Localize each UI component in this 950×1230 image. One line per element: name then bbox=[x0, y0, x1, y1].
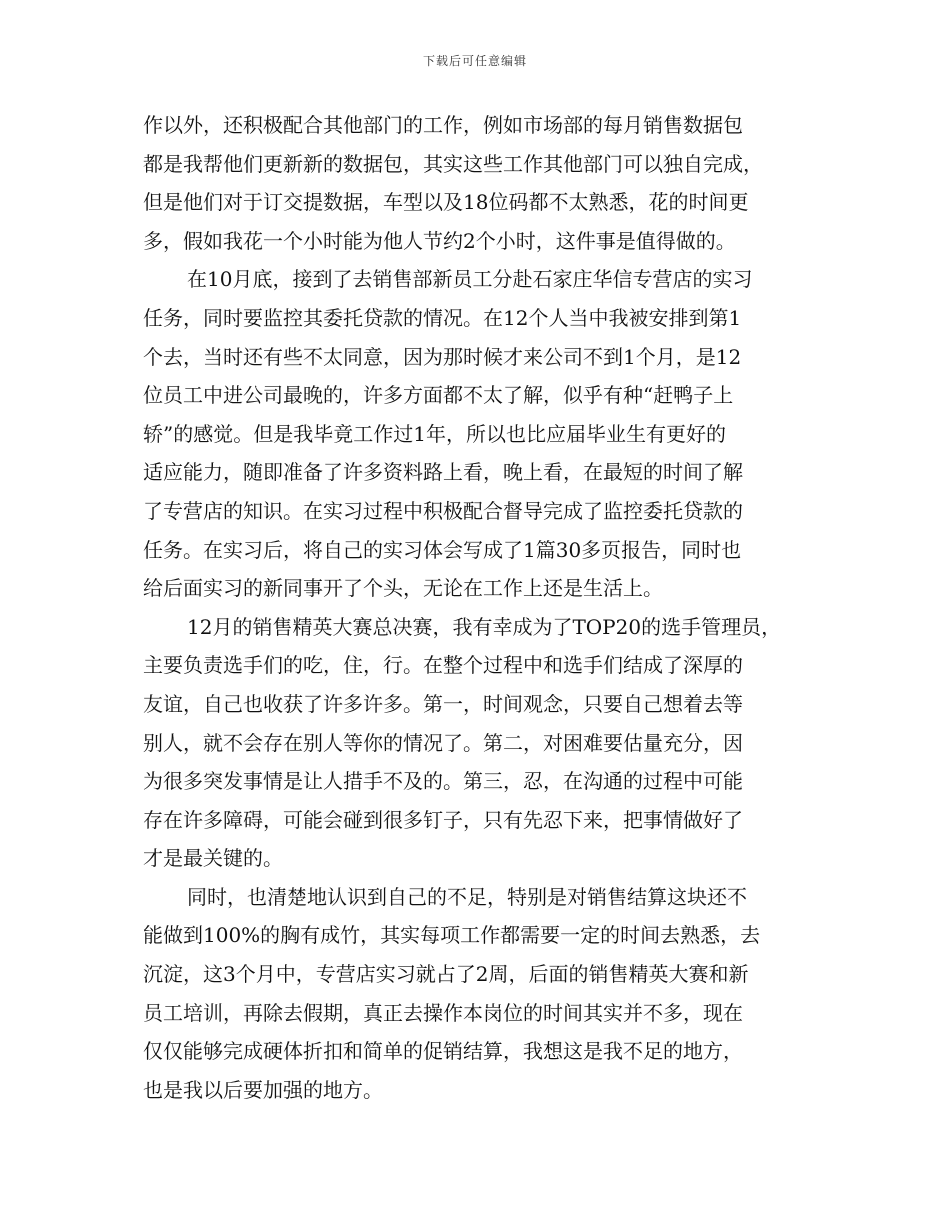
text-line: 作以外，还积极配合其他部门的工作，例如市场部的每月销售数据包 bbox=[143, 113, 743, 137]
text-line: 员工培训，再除去假期，真正去操作本岗位的时间其实并不多，现在 bbox=[143, 1000, 743, 1025]
text-line: 给后面实习的新同事开了个头，无论在工作上还是生活上。 bbox=[143, 576, 663, 601]
text-line: 仅仅能够完成硬体折扣和简单的促销结算，我想这是我不足的地方， bbox=[143, 1039, 743, 1064]
text-line: 轿”的感觉。但是我毕竟工作过1年，所以也比应届毕业生有更好的 bbox=[143, 421, 726, 446]
page-header: 下载后可任意编辑 bbox=[422, 54, 527, 68]
paragraph-first-line: 12月的销售精英大赛总决赛，我有幸成为了TOP20的选手管理员， bbox=[187, 614, 782, 639]
text-line: 个去，当时还有些不太同意，因为那时候才来公司不到1个月，是12 bbox=[143, 344, 742, 369]
paragraph-first-line: 同时，也清楚地认识到自己的不足，特别是对销售结算这块还不 bbox=[187, 884, 747, 909]
paragraph-first-line: 在10月底，接到了去销售部新员工分赴石家庄华信专营店的实习 bbox=[187, 267, 753, 292]
text-line: 为很多突发事情是让人措手不及的。第三，忍，在沟通的过程中可能 bbox=[143, 769, 743, 794]
text-line: 位员工中进公司最晚的，许多方面都不太了解，似乎有种“赶鸭子上 bbox=[143, 383, 734, 408]
text-line: 都是我帮他们更新新的数据包，其实这些工作其他部门可以独自完成， bbox=[143, 151, 763, 176]
text-line: 友谊，自己也收获了许多许多。第一，时间观念，只要自己想着去等 bbox=[143, 691, 743, 716]
text-line: 沉淀，这3个月中，专营店实习就占了2周，后面的销售精英大赛和新 bbox=[143, 962, 749, 987]
text-line: 主要负责选手们的吃，住，行。在整个过程中和选手们结成了深厚的 bbox=[143, 653, 743, 678]
text-line: 才是最关键的。 bbox=[143, 846, 283, 871]
text-line: 别人，就不会存在别人等你的情况了。第二，对困难要估量充分，因 bbox=[143, 730, 743, 755]
text-line: 适应能力，随即准备了许多资料路上看，晚上看，在最短的时间了解 bbox=[143, 460, 743, 485]
text-line: 也是我以后要加强的地方。 bbox=[143, 1077, 383, 1102]
text-line: 但是他们对于订交提数据，车型以及18位码都不太熟悉，花的时间更 bbox=[143, 190, 749, 215]
text-line: 了专营店的知识。在实习过程中积极配合督导完成了监控委托贷款的 bbox=[143, 498, 743, 523]
text-line: 任务，同时要监控其委托贷款的情况。在12个人当中我被安排到第1 bbox=[143, 305, 742, 330]
text-line: 多，假如我花一个小时能为他人节约2个小时，这件事是值得做的。 bbox=[143, 228, 736, 253]
text-line: 能做到100%的胸有成竹，其实每项工作都需要一定的时间去熟悉，去 bbox=[143, 923, 761, 948]
text-line: 存在许多障碍，可能会碰到很多钉子，只有先忍下来，把事情做好了 bbox=[143, 807, 743, 832]
text-line: 任务。在实习后，将自己的实习体会写成了1篇30多页报告，同时也 bbox=[143, 537, 742, 562]
document-body bbox=[143, 106, 815, 1109]
